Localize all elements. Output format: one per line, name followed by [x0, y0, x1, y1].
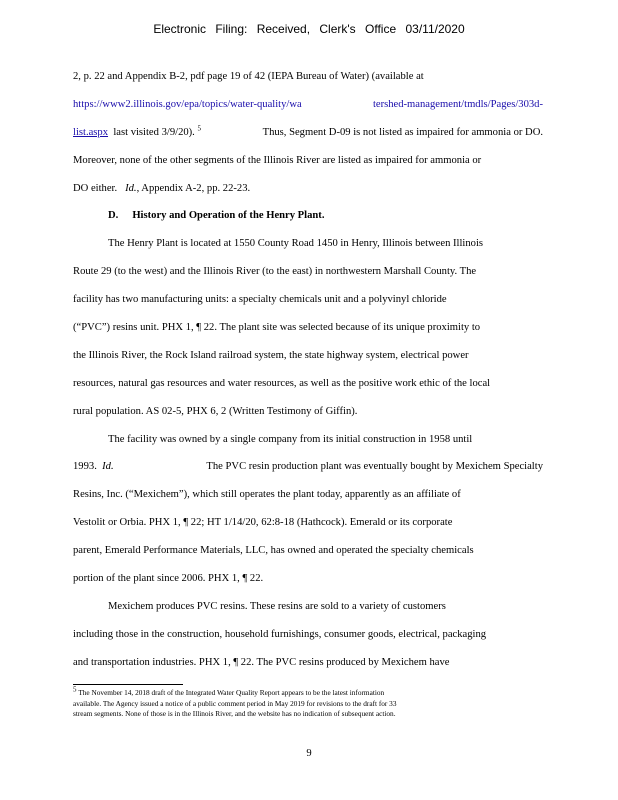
paragraph-line: including those in the construction, household furnishings, consumer goods, electrical, packaging	[73, 628, 487, 640]
text-line: 2, p. 22 and Appendix B-2, pdf page 19 of 42 (IEPA Bureau of Water) (available at	[73, 71, 424, 82]
segment-text: Thus, Segment D-09 is not listed as impaired for ammonia or DO.	[262, 126, 543, 138]
paragraph-line	[73, 460, 543, 488]
paragraph-line: facility has two manufacturing units: a specialty chemicals unit and a polyvinyl chloride	[73, 294, 447, 306]
paragraph-line: rural population. AS 02-5, PHX 6, 2 (Written Testimony of Giffin).	[73, 405, 358, 417]
text-line	[73, 182, 543, 210]
heading-title: History and Operation of the Henry Plant.	[132, 210, 325, 222]
section-heading	[73, 209, 543, 237]
footnote-ref[interactable]: 5	[197, 124, 201, 133]
iepa-url-link-part3[interactable]: list.aspx	[73, 126, 109, 138]
text-fragment: 1993.	[73, 461, 97, 473]
text-fragment: The PVC resin production plant was eventually bought by Mexichem Specialty	[206, 461, 543, 473]
filing-header: Electronic Filing: Received, Clerk's Office 03/11/2020	[153, 22, 465, 36]
footnote-text: The November 14, 2018 draft of the Integrated Water Quality Report appears to be the latest information	[78, 688, 385, 697]
paragraph-line: portion of the plant since 2006. PHX 1, ¶ 22.	[73, 573, 264, 585]
footnote-line	[73, 685, 543, 699]
heading-letter: D.	[108, 210, 119, 222]
paragraph-line: The Henry Plant is located at 1550 County Road 1450 in Henry, Illinois between Illinois	[108, 238, 484, 250]
text-line	[73, 126, 543, 154]
paragraph-line: resources, natural gas resources and water resources, as well as the positive work ethic of the local	[73, 377, 491, 389]
paragraph-line: Resins, Inc. (“Mexichem”), which still operates the plant today, apparently as an affiliate of	[73, 489, 461, 501]
footnote-line: available. The Agency issued a notice of a public comment period in May 2019 for revisions to the draft for 33	[73, 698, 397, 708]
paragraph-line: parent, Emerald Performance Materials, LLC, has owned and operated the specialty chemicals	[73, 545, 474, 557]
body-text	[73, 70, 543, 684]
footnote-number: 5	[73, 685, 77, 694]
id-citation: Id.	[125, 182, 137, 194]
last-visited-text: last visited 3/9/20).	[113, 126, 195, 138]
paragraph-line: the Illinois River, the Rock Island railroad system, the state highway system, electrical power	[73, 349, 469, 361]
paragraph-line: Mexichem produces PVC resins. These resins are sold to a variety of customers	[108, 600, 446, 612]
text-fragment: DO either.	[73, 182, 118, 194]
paragraph-line: Route 29 (to the west) and the Illinois River (to the east) in northwestern Marshall County. The	[73, 266, 477, 278]
paragraph-line: The facility was owned by a single company from its initial construction in 1958 until	[108, 433, 473, 445]
paragraph-line: Vestolit or Orbia. PHX 1, ¶ 22; HT 1/14/20, 62:8-18 (Hathcock). Emerald or its corporate	[73, 517, 453, 529]
iepa-url-link-part2[interactable]: tershed-management/tmdls/Pages/303d-	[372, 98, 543, 110]
text-fragment: , Appendix A-2, pp. 22-23.	[136, 182, 251, 194]
page-number: 9	[306, 748, 312, 759]
id-citation: Id.	[102, 461, 114, 473]
iepa-url-link-part1[interactable]: https://www2.illinois.gov/epa/topics/water-quality/wa	[73, 98, 302, 110]
footnote-line: stream segments. None of those is in the Illinois River, and the website has no indication of subsequent action.	[73, 709, 396, 718]
text-line: Moreover, none of the other segments of the Illinois River are listed as impaired for ammonia or	[73, 154, 482, 166]
footnote-divider	[73, 684, 183, 685]
paragraph-line: and transportation industries. PHX 1, ¶ 22. The PVC resins produced by Mexichem have	[73, 656, 450, 668]
paragraph-line: (“PVC”) resins unit. PHX 1, ¶ 22. The plant site was selected because of its unique proximity to	[73, 322, 481, 334]
footnote	[73, 685, 543, 720]
url-line	[73, 98, 543, 126]
